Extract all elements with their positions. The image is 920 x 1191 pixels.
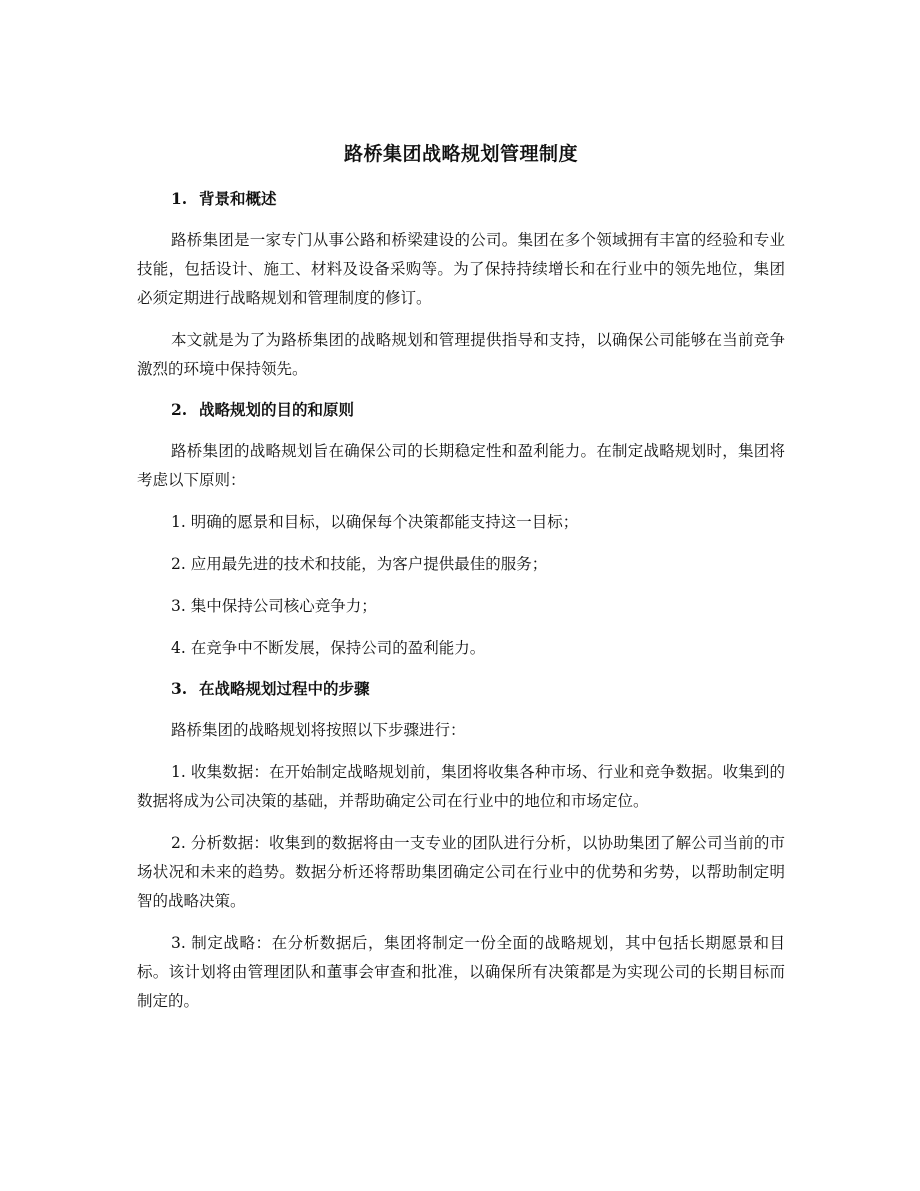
section-heading: [137, 186, 785, 212]
section-heading: [137, 676, 785, 702]
list-item: 4. 在竞争中不断发展，保持公司的盈利能力。: [171, 639, 486, 657]
paragraph: 路桥集团的战略规划旨在确保公司的长期稳定性和盈利能力。在制定战略规划时，集团将考虑以下原则：: [137, 442, 785, 489]
list-item: 2. 应用最先进的技术和技能，为客户提供最佳的服务；: [171, 555, 548, 573]
list-item: 1. 明确的愿景和目标，以确保每个决策都能支持这一目标；: [171, 513, 579, 531]
section-heading-text: 在战略规划过程中的步骤: [199, 679, 370, 698]
section-heading-text: 战略规划的目的和原则: [199, 400, 355, 419]
paragraph: 2. 分析数据：收集到的数据将由一支专业的团队进行分析，以协助集团了解公司当前的市场状况和未来的趋势。数据分析还将帮助集团确定公司在行业中的优势和劣势，以帮助制定明智的战略决策。: [137, 834, 785, 910]
list-item: 3. 集中保持公司核心竞争力；: [171, 597, 377, 615]
document-title: 路桥集团战略规划管理制度: [343, 143, 578, 165]
section-number: 2.: [171, 400, 188, 419]
section-heading: [137, 397, 785, 423]
paragraph: 1. 收集数据：在开始制定战略规划前，集团将收集各种市场、行业和竞争数据。收集到的数据将成为公司决策的基础，并帮助确定公司在行业中的地位和市场定位。: [137, 763, 785, 810]
paragraph: 3. 制定战略：在分析数据后，集团将制定一份全面的战略规划，其中包括长期愿景和目标。该计划将由管理团队和董事会审查和批准，以确保所有决策都是为实现公司的长期目标而制定的。: [137, 934, 785, 1010]
section-heading-text: 背景和概述: [199, 189, 277, 208]
paragraph: 本文就是为了为路桥集团的战略规划和管理提供指导和支持，以确保公司能够在当前竞争激烈的环境中保持领先。: [137, 331, 785, 378]
document-body: [137, 140, 785, 1029]
paragraph: 路桥集团的战略规划将按照以下步骤进行：: [171, 721, 466, 739]
section-number: 3.: [171, 679, 188, 698]
section-number: 1.: [171, 189, 188, 208]
paragraph: 路桥集团是一家专门从事公路和桥梁建设的公司。集团在多个领域拥有丰富的经验和专业技能，包括设计、施工、材料及设备采购等。为了保持持续增长和在行业中的领先地位，集团必须定期进行战略规划和管理制度的修订。: [137, 231, 785, 307]
